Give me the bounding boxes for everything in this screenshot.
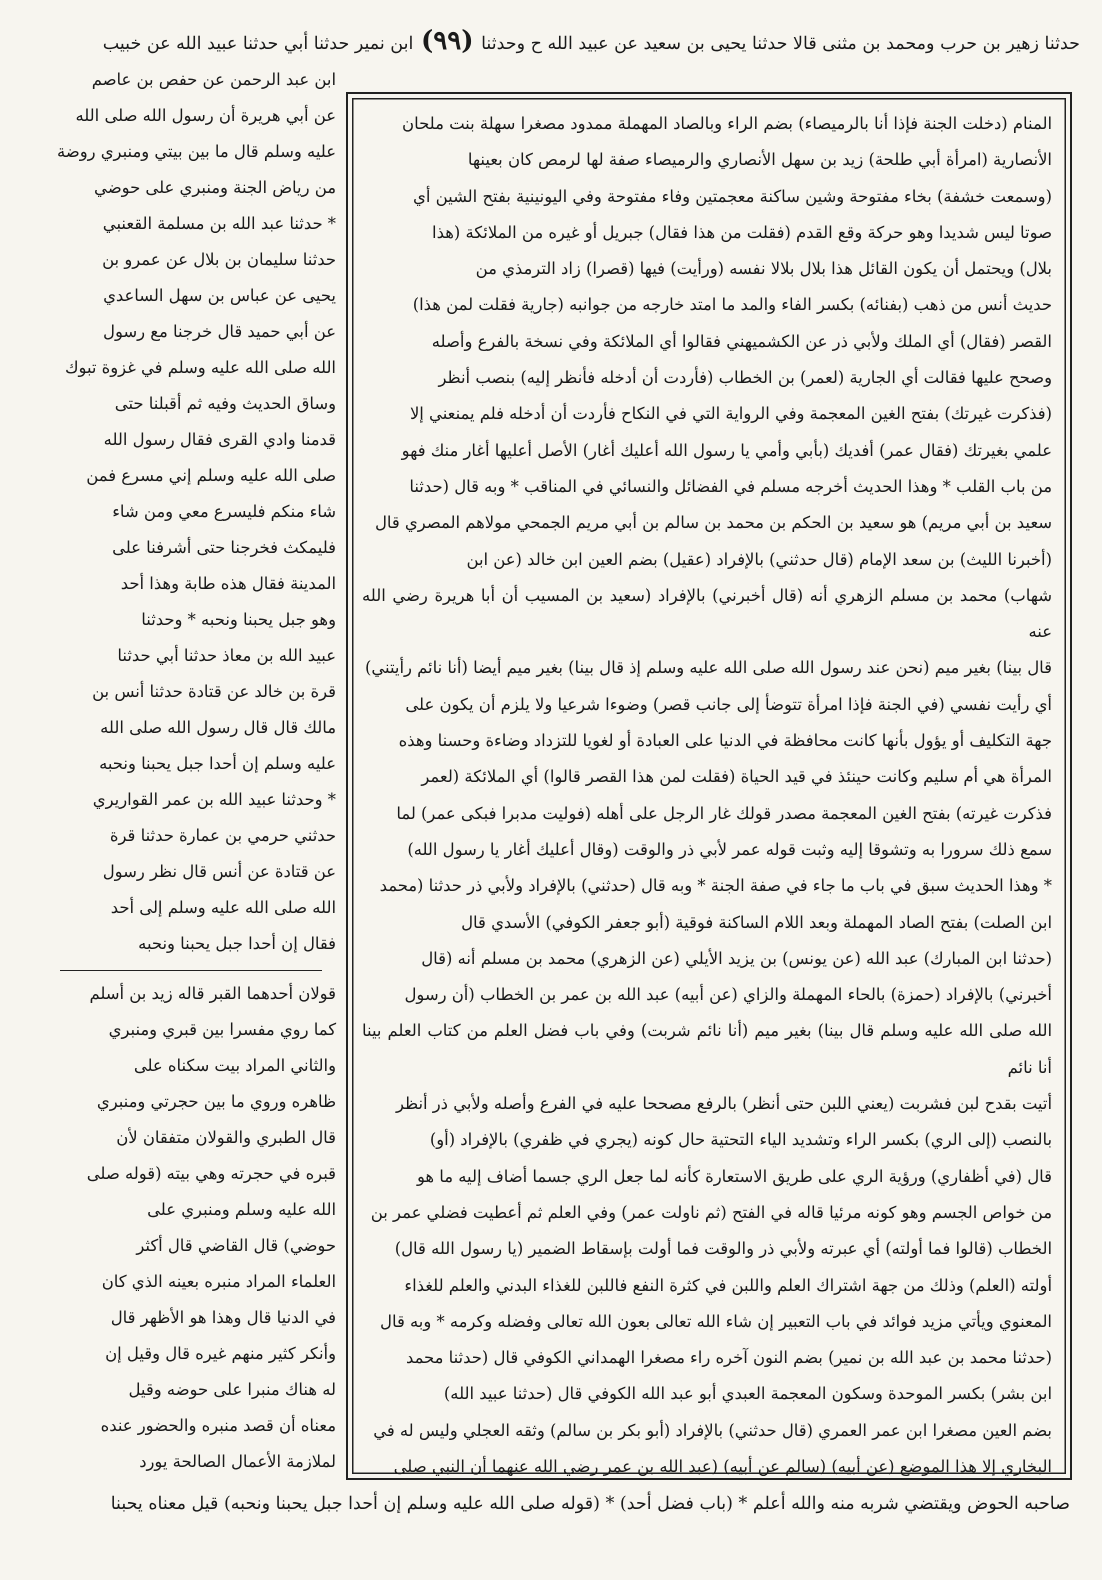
top-line-end: ابن نمير حدثنا أبي حدثنا عبيد الله عن خبيب bbox=[102, 34, 414, 54]
matn-column bbox=[20, 62, 336, 970]
matn-line: صلى الله عليه وسلم إني مسرع فمن bbox=[86, 466, 336, 485]
matn-line: عن أبي هريرة أن رسول الله صلى الله bbox=[75, 106, 336, 125]
matn-line: مالك قال قال رسول الله صلى الله bbox=[100, 718, 336, 737]
top-matn-line bbox=[40, 20, 1080, 62]
matn-line: عليه وسلم قال ما بين بيتي ومنبري روضة bbox=[56, 142, 336, 161]
nawawi-line: لملازمة الأعمال الصالحة يورد bbox=[139, 1452, 336, 1471]
nawawi-line: قبره في حجرته وهي بيته (قوله صلى bbox=[86, 1164, 336, 1183]
commentary-line: أولته (العلم) وذلك من جهة اشتراك العلم واللبن في كثرة النفع فاللبن للغذاء البدني والعلم للغذاء bbox=[404, 1275, 1052, 1295]
matn-line: شاء منكم فليسرع معي ومن شاء bbox=[112, 502, 336, 521]
commentary-line: الله صلى الله عليه وسلم قال بينا) بغير ميم (أنا نائم شربت) وفي باب فضل العلم من كتاب العلم بينا أنا نائم bbox=[362, 1021, 1052, 1077]
commentary-line: (فذكرت غيرتك) بفتح الغين المعجمة وفي الرواية التي في النكاح فأردت أن أدخله فلم يمنعني إلا bbox=[409, 404, 1052, 424]
commentary-line: ابن بشر) بكسر الموحدة وسكون المعجمة العبدي أبو عبد الله الكوفي قال (حدثنا عبيد الله) bbox=[443, 1384, 1052, 1404]
commentary-line: حديث أنس من ذهب (بفنائه) بكسر الفاء والمد ما امتد خارجه من جوانبه (جارية فقلت لمن هذا) bbox=[412, 295, 1052, 315]
nawawi-line: وأنكر كثير منهم غيره قال وقيل إن bbox=[105, 1344, 336, 1363]
matn-line: عن قتادة عن أنس قال نظر رسول bbox=[102, 862, 336, 881]
matn-line: * وحدثنا عبيد الله بن عمر القواريري bbox=[92, 790, 336, 809]
commentary-line: بالنصب (إلى الري) بكسر الراء وتشديد الياء التحتية حال كونه (يجري في ظفري) بالإفراد (أو) bbox=[429, 1130, 1052, 1150]
commentary-line: صوتا ليس شديدا وهو حركة وقع القدم (فقلت من هذا فقال) جبريل أو غيره من الملائكة (هذا bbox=[432, 222, 1052, 242]
matn-line: قرة بن خالد عن قتادة حدثنا أنس بن bbox=[92, 682, 336, 701]
commentary-line: وصحح عليها فقالت أي الجارية (لعمر) بن الخطاب (فأردت أن أدخله فأنظر إليه) بنصب أنظر bbox=[438, 368, 1052, 388]
commentary-line: (حدثنا محمد بن عبد الله بن نمير) بضم النون آخره راء مصغرا الهمداني الكوفي قال (حدثنا محمد bbox=[405, 1348, 1052, 1368]
commentary-line: المرأة هي أم سليم وكانت حينئذ في قيد الحياة (فقلت لمن هذا القصر قالوا) أي الملائكة (لعمر bbox=[421, 767, 1052, 787]
commentary-line: أخبرني) بالإفراد (حمزة) بالحاء المهملة والزاي (عن أبيه) عبد الله بن عمر بن الخطاب (أن رسول bbox=[404, 985, 1052, 1005]
matn-line: * حدثنا عبد الله بن مسلمة القعنبي bbox=[102, 214, 336, 233]
nawawi-line: قال الطبري والقولان متفقان لأن bbox=[116, 1128, 336, 1147]
nawawi-line: حوضي) قال القاضي قال أكثر bbox=[136, 1236, 336, 1255]
commentary-line: بلال) ويحتمل أن يكون القائل هذا بلال بلالا نفسه (ورأيت) فيها (قصرا) زاد الترمذي من bbox=[475, 259, 1052, 279]
nawawi-line: والثاني المراد بيت سكناه على bbox=[133, 1056, 336, 1075]
commentary-line: جهة التكليف أو يؤول بأنها كانت محافظة في الدنيا على العبادة أو لغويا للتزداد وضاءة وحسنا وهذه bbox=[398, 731, 1052, 751]
nawawi-line: الله عليه وسلم ومنبري على bbox=[147, 1200, 336, 1219]
commentary-line: القصر (فقال) أي الملك ولأبي ذر عن الكشميهني فقالوا أي الملائكة وفي نسخة بالفرع وأصله bbox=[431, 331, 1052, 351]
commentary-line: قال (في أظفاري) ورؤية الري على طريق الاستعارة كأنه لما جعل الري جسما أضاف إليه ما هو bbox=[416, 1166, 1052, 1186]
commentary-line: من باب القلب * وهذا الحديث أخرجه مسلم في الفضائل والنسائي في المناقب * وبه قال (حدثنا bbox=[409, 476, 1052, 496]
matn-line: من رياض الجنة ومنبري على حوضي bbox=[94, 178, 336, 197]
commentary-line: فذكرت غيرته) بفتح الغين المعجمة مصدر قولك غار الرجل على أهله (فوليت مدبرا فبكى عمر) لما bbox=[396, 803, 1052, 823]
nawawi-line: في الدنيا قال وهذا هو الأظهر قال bbox=[110, 1308, 336, 1327]
commentary-line: بضم العين مصغرا ابن عمر العمري (قال حدثني) بالإفراد (أبو بكر بن سالم) وثقه العجلي وليس له في bbox=[373, 1420, 1052, 1440]
nawawi-commentary bbox=[20, 976, 336, 1471]
page-number: (٩٩) bbox=[420, 26, 474, 56]
matn-line: يحيى عن عباس بن سهل الساعدي bbox=[103, 286, 336, 305]
matn-line: وهو جبل يحبنا ونحبه * وحدثنا bbox=[141, 610, 336, 629]
commentary-line: (أخبرنا الليث) بن سعد الإمام (قال حدثني) بالإفراد (عقيل) بضم العين ابن خالد (عن ابن bbox=[466, 549, 1052, 569]
nawawi-line: كما روي مفسرا بين قبري ومنبري bbox=[108, 1020, 336, 1039]
main-commentary bbox=[362, 106, 1052, 1476]
commentary-line: الأنصارية (امرأة أبي طلحة) زيد بن سهل الأنصاري والرميصاء صفة لها لرمص كان بعينها bbox=[467, 150, 1052, 170]
matn-line: عن أبي حميد قال خرجنا مع رسول bbox=[103, 322, 336, 341]
commentary-line: شهاب) محمد بن مسلم الزهري أنه (قال أخبرني) بالإفراد (سعيد بن المسيب أن أبا هريرة رضي الله عنه bbox=[362, 585, 1052, 642]
matn-line: الله صلى الله عليه وسلم في غزوة تبوك bbox=[64, 358, 336, 377]
commentary-line: ابن الصلت) بفتح الصاد المهملة وبعد اللام الساكنة فوقية (أبو جعفر الكوفي) الأسدي قال bbox=[461, 912, 1052, 932]
commentary-line: * وهذا الحديث سبق في باب ما جاء في صفة الجنة * وبه قال (حدثني) بالإفراد ولأبي ذر حدثنا (محمد bbox=[379, 876, 1052, 896]
matn-line: عبيد الله بن معاذ حدثنا أبي حدثنا bbox=[117, 646, 336, 665]
commentary-line: سمع ذلك سرورا به وتشوقا إليه وثبت قوله عمر لأبي ذر والوقت (وقال أعليك أغار يا رسول الله) bbox=[407, 839, 1052, 859]
column-divider bbox=[60, 970, 322, 971]
matn-line: حدثنا سليمان بن بلال عن عمرو بن bbox=[102, 250, 336, 269]
top-line-start: حدثنا زهير بن حرب ومحمد بن مثنى قالا حدثنا يحيى بن سعيد عن عبيد الله ح وحدثنا bbox=[481, 34, 1080, 54]
matn-line: فقال إن أحدا جبل يحبنا ونحبه bbox=[138, 934, 336, 953]
commentary-line: (وسمعت خشفة) بخاء مفتوحة وشين ساكنة معجمتين وفاء مفتوحة وفي اليونينية بفتح الشين أي bbox=[413, 186, 1052, 206]
matn-line: قدمنا وادي القرى فقال رسول الله bbox=[103, 430, 336, 449]
bottom-commentary-line: صاحبه الحوض ويقتضي شربه منه والله أعلم * (باب فضل أحد) * (قوله صلى الله عليه وسلم إن أحدا جبل يحبنا ونحبه) قيل معناه يحبنا bbox=[110, 1494, 1070, 1514]
commentary-line: المنام (دخلت الجنة فإذا أنا بالرميصاء) بضم الراء وبالصاد المهملة ممدود مصغرا سهلة بنت ملحان bbox=[402, 114, 1052, 133]
nawawi-line: قولان أحدهما القبر قاله زيد بن أسلم bbox=[89, 984, 336, 1003]
matn-line: ابن عبد الرحمن عن حفص بن عاصم bbox=[91, 70, 336, 89]
matn-line: وساق الحديث وفيه ثم أقبلنا حتى bbox=[114, 394, 336, 413]
commentary-line: سعيد بن أبي مريم) هو سعيد بن الحكم بن محمد بن سالم بن أبي مريم الجمحي مولاهم المصري قال bbox=[374, 513, 1052, 533]
nawawi-line: ظاهره وروي ما بين حجرتي ومنبري bbox=[96, 1092, 336, 1111]
nawawi-line: معناه أن قصد منبره والحضور عنده bbox=[100, 1416, 336, 1435]
commentary-line: قال بينا) بغير ميم (نحن عند رسول الله صلى الله عليه وسلم إذ قال بينا) بغير ميم أيضا (أنا نائم رأيتني) bbox=[364, 658, 1052, 678]
commentary-line: أتيت بقدح لبن فشربت (يعني اللبن حتى أنظر) بالرفع مصححا عليه في الفرع وأصله ولأبي ذر أنظر bbox=[395, 1094, 1052, 1114]
commentary-line: المعنوي ويأتي مزيد فوائد في باب التعبير إن شاء الله تعالى بعون الله تعالى وفضله وكرمه * وبه قال bbox=[380, 1311, 1052, 1331]
matn-line: فليمكث فخرجنا حتى أشرفنا على bbox=[112, 538, 336, 557]
nawawi-line: العلماء المراد منبره بعينه الذي كان bbox=[101, 1272, 336, 1291]
matn-line: عليه وسلم إن أحدا جبل يحبنا ونحبه bbox=[99, 754, 336, 773]
commentary-line: من خواص الجسم وهو كونه مرئيا قاله في الفتح (ثم ناولت عمر) وفي العلم ثم أعطيت فضلي عمر بن bbox=[370, 1202, 1052, 1222]
matn-line: الله صلى الله عليه وسلم إلى أحد bbox=[110, 898, 336, 917]
commentary-line: علمي بغيرتك (فقال عمر) أفديك (بأبي وأمي يا رسول الله أعليك أغار) الأصل أعليها أغار منك فهو bbox=[401, 440, 1052, 460]
commentary-line: البخاري إلا هذا الموضع (عن أبيه) (سالم عن أبيه) (عبد الله بن عمر رضي الله عنهما أن النبي صلى bbox=[393, 1456, 1052, 1476]
commentary-line: الخطاب (قالوا فما أولته) أي عبرته ولأبي ذر والوقت فما أولت بإسقاط الضمير (يا رسول الله قال) bbox=[394, 1239, 1052, 1259]
nawawi-line: له هناك منبرا على حوضه وقيل bbox=[128, 1380, 336, 1399]
commentary-line: أي رأيت نفسي (في الجنة فإذا امرأة تتوضأ إلى جانب قصر) وضوءا شرعيا ولا يلزم أن يكون على bbox=[405, 694, 1052, 714]
matn-line: حدثني حرمي بن عمارة حدثنا قرة bbox=[109, 826, 336, 845]
commentary-line: (حدثنا ابن المبارك) عبد الله (عن يونس) بن يزيد الأيلي (عن الزهري) محمد بن مسلم أنه (قال bbox=[421, 948, 1052, 968]
matn-line: المدينة فقال هذه طابة وهذا أحد bbox=[120, 574, 336, 593]
